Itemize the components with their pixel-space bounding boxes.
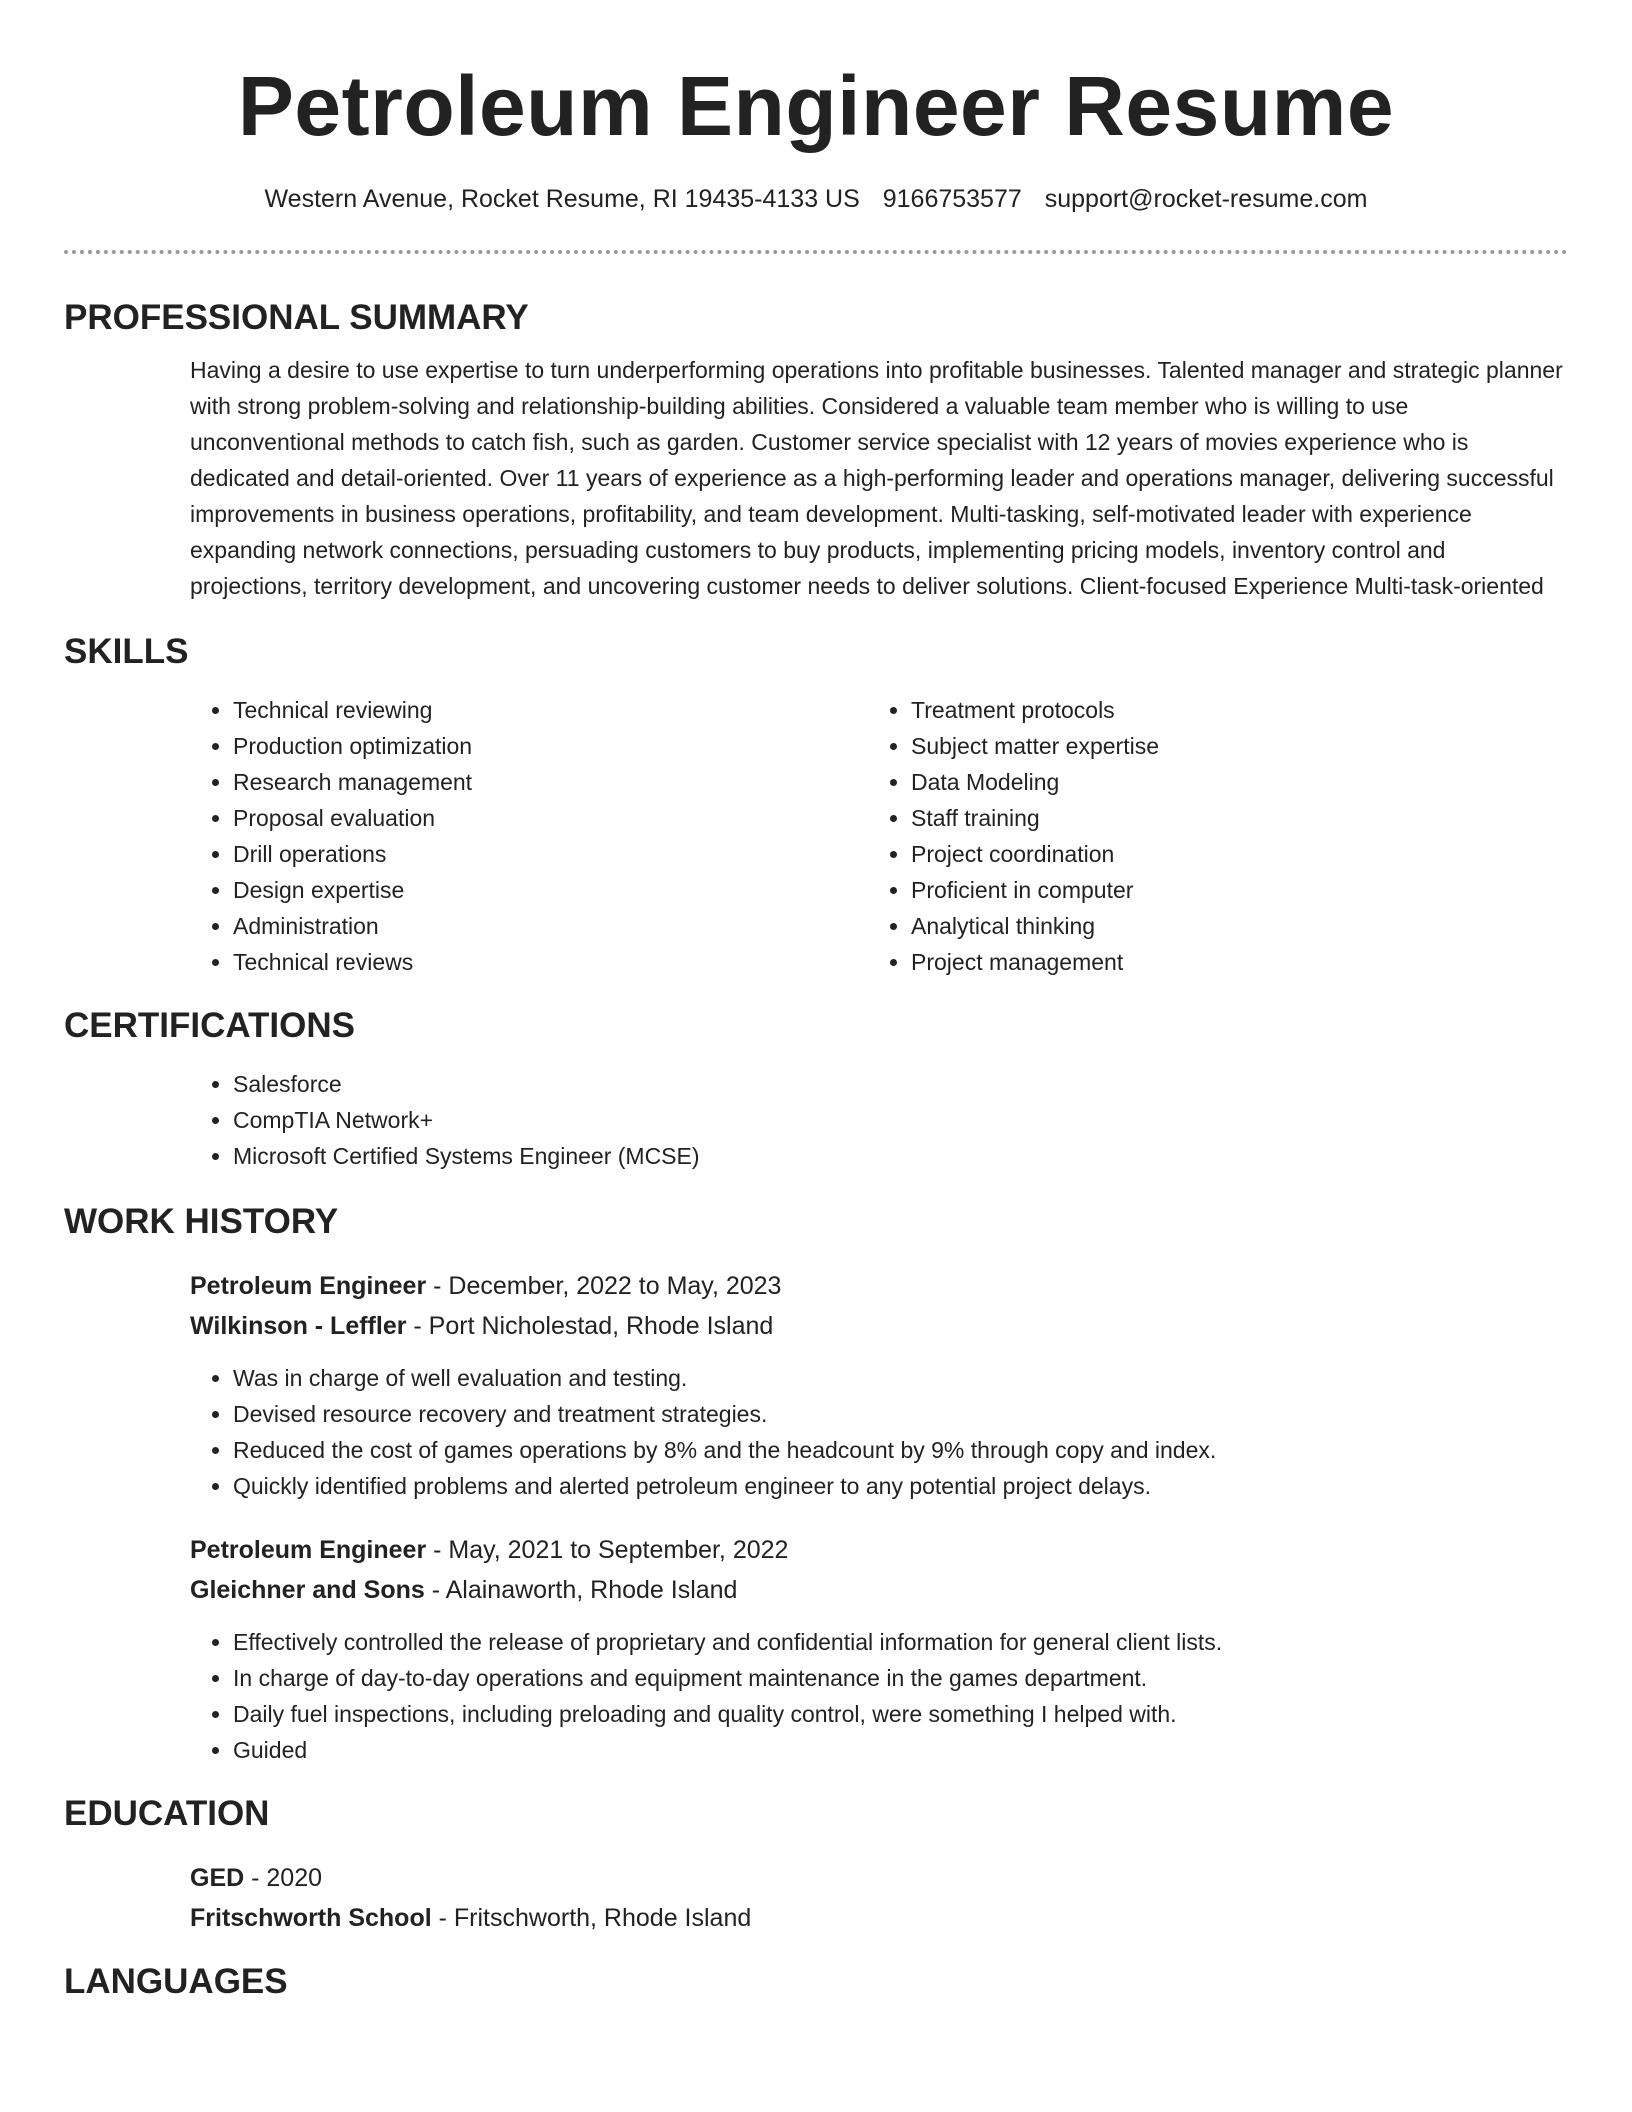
contact-email: support@rocket-resume.com — [1044, 185, 1368, 213]
job-bullet: • Effectively controlled the release of proprietary and confidential information for general client lists. — [233, 1624, 1568, 1660]
job-location: - Port Nicholestad, Rhode Island — [406, 1312, 774, 1340]
certification-item: • Microsoft Certified Systems Engineer (MCSE) — [233, 1138, 1568, 1174]
resume-page — [64, 0, 1568, 2004]
contact-phone: 9166753577 — [882, 185, 1022, 213]
certifications-section — [190, 1066, 1568, 1174]
education-location: - Fritschworth, Rhode Island — [431, 1904, 752, 1932]
skill-item: • Analytical thinking — [911, 908, 1546, 944]
education-degree: GED — [190, 1864, 245, 1892]
job-title: Petroleum Engineer — [190, 1536, 427, 1564]
job-bullets — [190, 1624, 1568, 1768]
contact-info — [64, 182, 1568, 216]
skill-item: • Administration — [233, 908, 868, 944]
education-heading: EDUCATION — [64, 1794, 270, 1833]
certifications-heading: CERTIFICATIONS — [64, 1006, 356, 1045]
job-company: Gleichner and Sons — [190, 1576, 425, 1604]
skill-item: • Data Modeling — [911, 764, 1546, 800]
certifications-list — [190, 1066, 1568, 1174]
skill-item: • Proficient in computer — [911, 872, 1546, 908]
resume-title: Petroleum Engineer Resume — [237, 59, 1395, 153]
summary-heading: PROFESSIONAL SUMMARY — [64, 298, 529, 337]
job-entry — [190, 1266, 1568, 1504]
summary-text: Having a desire to use expertise to turn underperforming operations into profitable businesses. Talented manager and strategic planner with strong problem-solving and relationship-building abilities. Considered a valuable team member who is willing to use unconventional methods to catch fish, such as garden. Customer service specialist with 12 years of movies experience who is dedicated and detail-oriented. Over 11 years of experience as a high-performing leader and operations manager, delivering successful improvements in business operations, profitability, and team development. Multi-tasking, self-motivated leader with experience expanding network connections, persuading customers to buy products, implementing pricing models, inventory control and projections, territory development, and uncovering customer needs to deliver solutions. Client-focused Experience Multi-task-oriented — [190, 357, 1563, 599]
certification-item: • CompTIA Network+ — [233, 1102, 1568, 1138]
skill-item: • Drill operations — [233, 836, 868, 872]
job-company-line — [190, 1306, 1568, 1346]
education-school-line — [190, 1898, 1568, 1938]
job-entry — [190, 1530, 1568, 1768]
job-bullet: • In charge of day-to-day operations and equipment maintenance in the games department. — [233, 1660, 1568, 1696]
skill-item: • Subject matter expertise — [911, 728, 1546, 764]
skill-item: • Project coordination — [911, 836, 1546, 872]
job-bullet: • Daily fuel inspections, including preloading and quality control, were something I helped with. — [233, 1696, 1568, 1732]
skill-item: • Proposal evaluation — [233, 800, 868, 836]
job-bullet: • Was in charge of well evaluation and testing. — [233, 1360, 1568, 1396]
education-entry — [190, 1858, 1568, 1938]
job-bullet: • Quickly identified problems and alerted petroleum engineer to any potential project delays. — [233, 1468, 1568, 1504]
job-title: Petroleum Engineer — [190, 1272, 427, 1300]
skill-item: • Production optimization — [233, 728, 868, 764]
contact-address: Western Avenue, Rocket Resume, RI 19435-4133 US — [264, 185, 860, 213]
skills-column-left — [190, 692, 868, 980]
skill-item: • Design expertise — [233, 872, 868, 908]
education-year: - 2020 — [244, 1864, 323, 1892]
skills-grid — [190, 692, 1568, 980]
education-degree-line — [190, 1858, 1568, 1898]
job-bullet: • Reduced the cost of games operations by 8% and the headcount by 9% through copy and index. — [233, 1432, 1568, 1468]
job-location: - Alainaworth, Rhode Island — [424, 1576, 738, 1604]
skill-item: • Research management — [233, 764, 868, 800]
job-dates: - May, 2021 to September, 2022 — [426, 1536, 789, 1564]
job-title-line — [190, 1530, 1568, 1570]
certification-item: • Salesforce — [233, 1066, 1568, 1102]
job-title-line — [190, 1266, 1568, 1306]
job-dates: - December, 2022 to May, 2023 — [426, 1272, 782, 1300]
job-bullet: • Devised resource recovery and treatment strategies. — [233, 1396, 1568, 1432]
header-divider — [64, 250, 1568, 254]
skill-item: • Treatment protocols — [911, 692, 1546, 728]
education-school: Fritschworth School — [190, 1904, 432, 1932]
skills-heading: SKILLS — [64, 632, 189, 671]
skills-list-right — [868, 692, 1546, 980]
skills-list-left — [190, 692, 868, 980]
languages-heading: LANGUAGES — [64, 1962, 288, 2001]
job-bullet: • Guided — [233, 1732, 1568, 1768]
skill-item: • Technical reviews — [233, 944, 868, 980]
skills-column-right — [868, 692, 1546, 980]
job-bullets — [190, 1360, 1568, 1504]
job-company: Wilkinson - Leffler — [190, 1312, 407, 1340]
job-company-line — [190, 1570, 1568, 1610]
skill-item: • Technical reviewing — [233, 692, 868, 728]
skill-item: • Project management — [911, 944, 1546, 980]
work-history-heading: WORK HISTORY — [64, 1202, 339, 1241]
skill-item: • Staff training — [911, 800, 1546, 836]
